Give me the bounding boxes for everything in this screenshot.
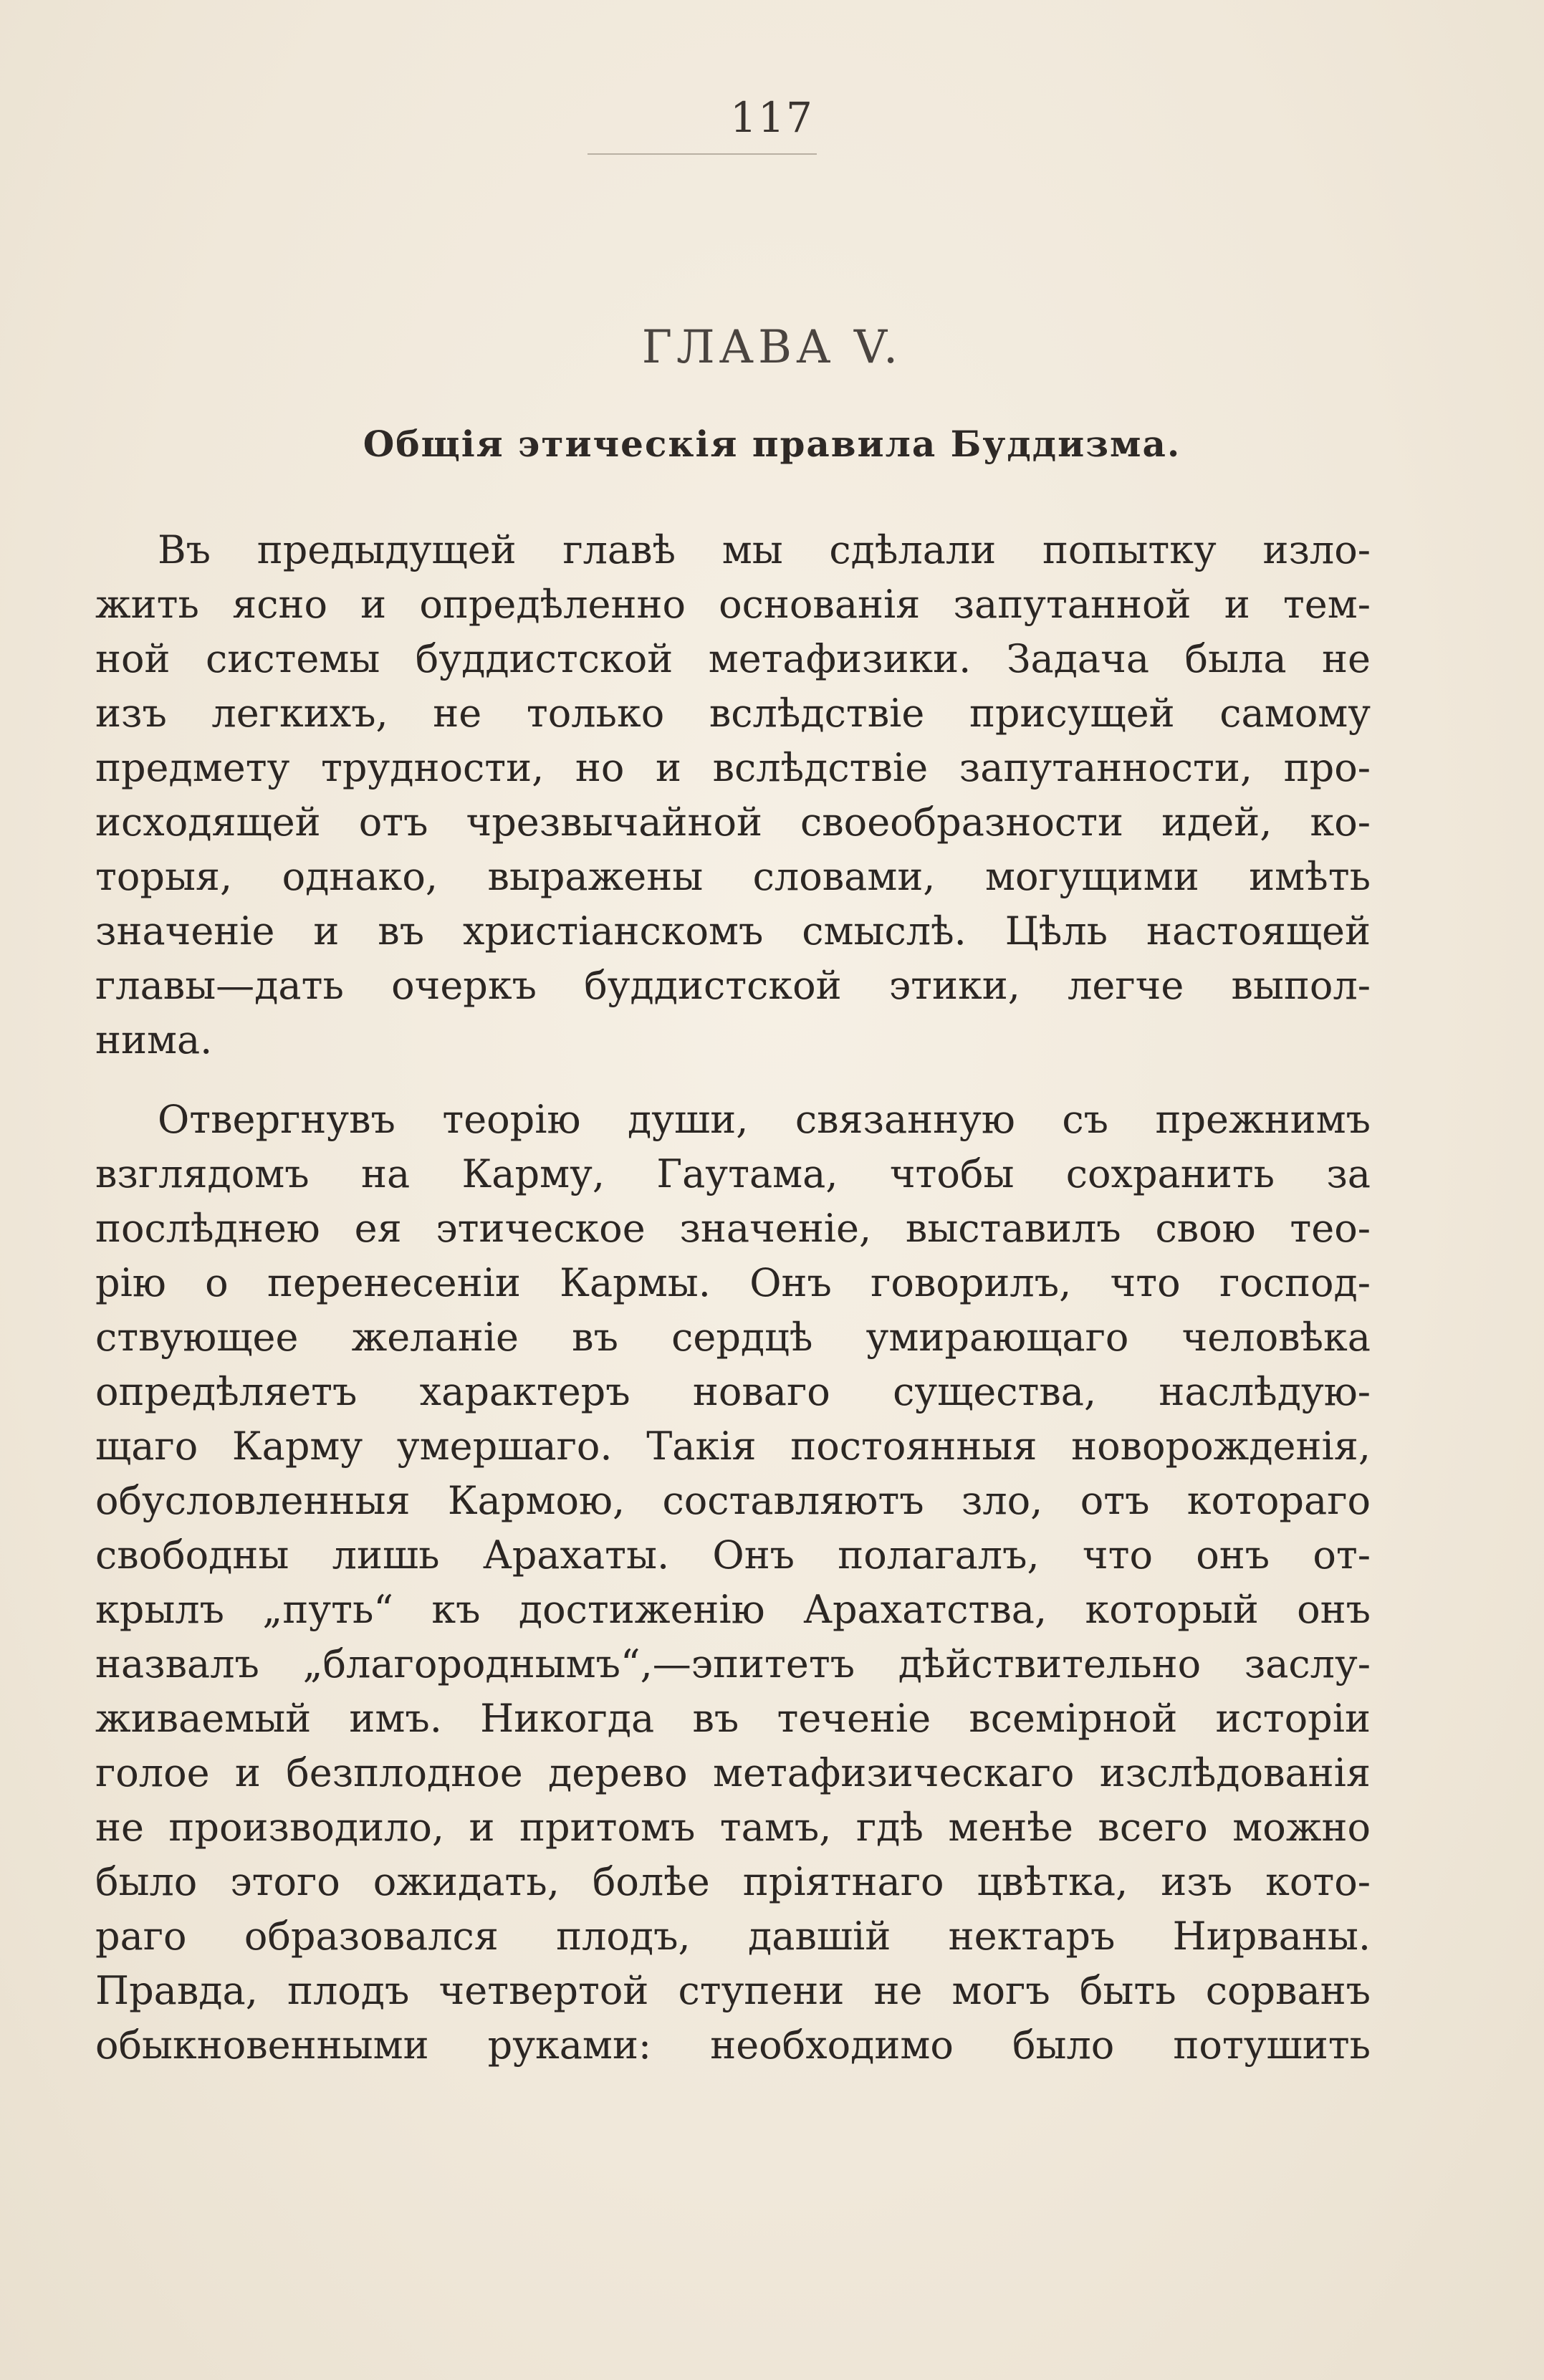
text-line: щаго Карму умершаго. Такія постоянныя новорожденія,	[95, 1424, 1371, 1469]
chapter-title: Общія этическія правила Буддизма.	[363, 423, 1181, 465]
text-line: предмету трудности, но и вслѣдствіе запутанности, про-	[95, 745, 1371, 790]
text-line: нима.	[95, 1017, 213, 1062]
text-line: взглядомъ на Карму, Гаутама, чтобы сохранить за	[95, 1151, 1371, 1196]
text-line: обыкновенными руками: необходимо было потушить	[95, 2022, 1371, 2068]
text-line: раго образовался плодъ, давшій нектаръ Нирваны.	[95, 1914, 1371, 1959]
text-line: значеніе и въ христіанскомъ смыслѣ. Цѣль настоящей	[95, 908, 1371, 954]
header-rule	[588, 153, 817, 155]
text-line: Правда, плодъ четвертой ступени не могъ быть сорванъ	[95, 1968, 1371, 2013]
text-line: торыя, однако, выражены словами, могущими имѣть	[95, 854, 1371, 899]
text-line: живаемый имъ. Никогда въ теченіе всемірной исторіи	[95, 1696, 1371, 1741]
text-line: рію о перенесеніи Кармы. Онъ говорилъ, что господ-	[95, 1260, 1371, 1305]
text-line: послѣднею ея этическое значеніе, выставилъ свою тео-	[95, 1206, 1371, 1251]
text-line: крылъ „путь“ къ достиженію Арахатства, который онъ	[95, 1587, 1371, 1632]
text-line: назвалъ „благороднымъ“,—эпитетъ дѣйствительно заслу-	[95, 1641, 1371, 1686]
text-line: не производило, и притомъ тамъ, гдѣ менѣе всего можно	[95, 1805, 1371, 1850]
text-line: главы—дать очеркъ буддистской этики, легче выпол-	[95, 963, 1371, 1008]
text-line: ствующее желаніе въ сердцѣ умирающаго человѣка	[95, 1315, 1371, 1360]
text-line: обусловленныя Кармою, составляютъ зло, отъ котораго	[95, 1478, 1371, 1523]
text-line: было этого ожидать, болѣе пріятнаго цвѣтка, изъ кото-	[95, 1859, 1371, 1904]
text-line: голое и безплодное дерево метафизическаго изслѣдованія	[95, 1750, 1371, 1795]
text-line: опредѣляетъ характеръ новаго существа, наслѣдую-	[95, 1369, 1371, 1414]
text-line: исходящей отъ чрезвычайной своеобразности идей, ко-	[95, 800, 1371, 845]
text-line: свободны лишь Арахаты. Онъ полагалъ, что онъ от-	[95, 1532, 1371, 1578]
text-line: ной системы буддистской метафизики. Задача была не	[95, 636, 1371, 681]
text-line: Отвергнувъ теорію души, связанную съ прежнимъ	[158, 1097, 1371, 1142]
page-number: 117	[730, 93, 814, 142]
text-line: изъ легкихъ, не только вслѣдствіе присущей самому	[95, 691, 1371, 736]
text-line: Въ предыдущей главѣ мы сдѣлали попытку изло-	[158, 527, 1371, 572]
chapter-heading: ГЛАВА V.	[641, 321, 903, 374]
text-line: жить ясно и опредѣленно основанія запутанной и тем-	[95, 582, 1371, 627]
